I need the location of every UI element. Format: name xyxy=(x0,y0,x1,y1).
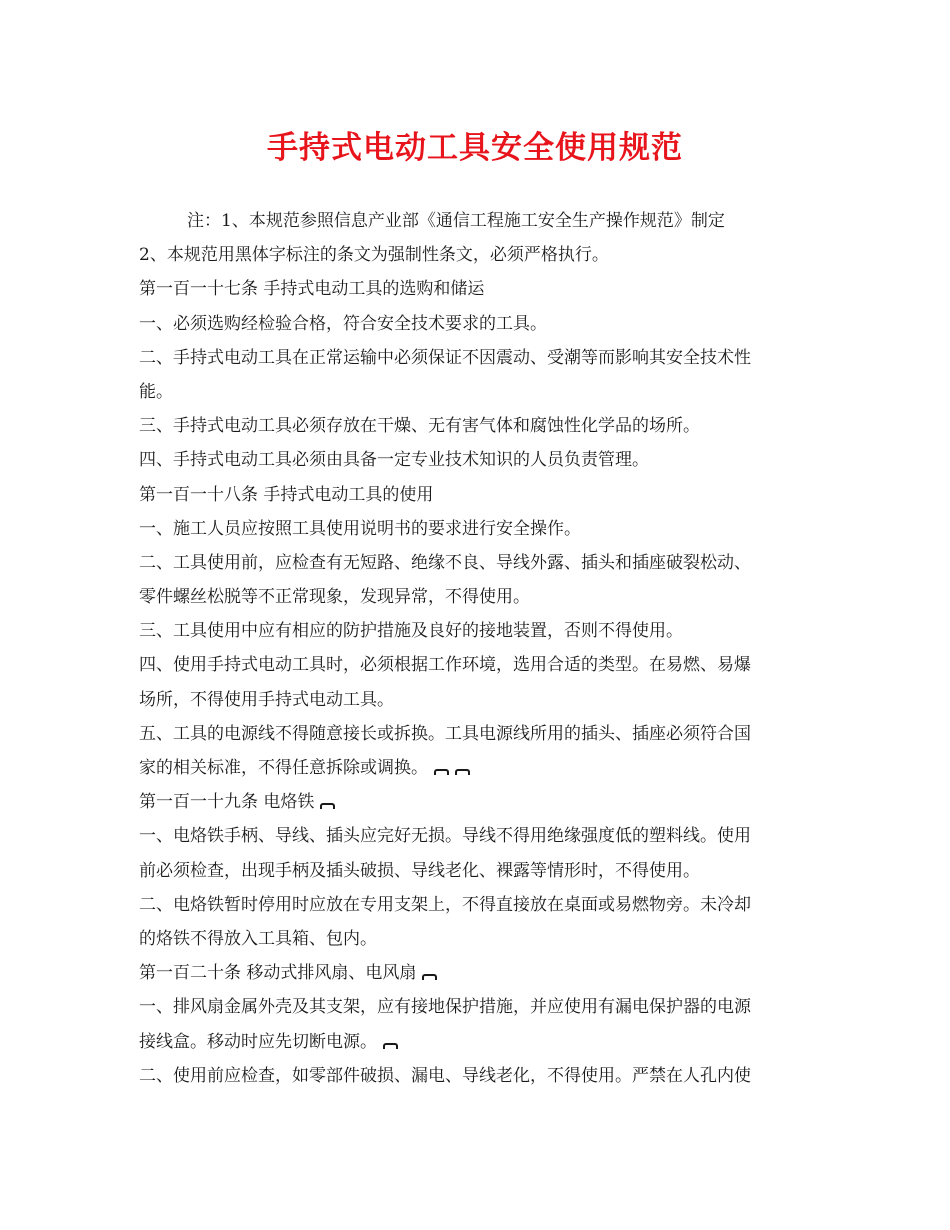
text-line xyxy=(139,580,814,614)
text-line xyxy=(139,307,814,341)
line-text: 家的相关标准，不得任意拆除或调换。 xyxy=(139,758,428,778)
line-text: 第一百一十七条 手持式电动工具的选购和储运 xyxy=(139,279,485,300)
text-line xyxy=(139,922,814,956)
line-text: 五、工具的电源线不得随意接长或拆换。工具电源线所用的插头、插座必须符合国 xyxy=(139,723,751,744)
line-text: 三、手持式电动工具必须存放在干燥、无有害气体和腐蚀性化学品的场所。 xyxy=(139,416,700,437)
line-text: 四、使用手持式电动工具时，必须根据工作环境，选用合适的类型。在易燃、易爆 xyxy=(139,655,751,676)
line-text: 第一百一十八条 手持式电动工具的使用 xyxy=(139,484,434,505)
line-text: 接线盒。移动时应先切断电源。 xyxy=(139,1031,377,1052)
line-text: 前必须检查，出现手柄及插头破损、导线老化、裸露等情形时，不得使用。 xyxy=(139,860,700,881)
line-text: 场所，不得使用手持式电动工具。 xyxy=(139,689,394,710)
article-heading xyxy=(139,272,814,306)
text-line xyxy=(139,990,814,1024)
bracket-mark-icon xyxy=(383,1043,398,1049)
line-text: 注：1、本规范参照信息产业部《通信工程施工安全生产操作规范》制定 xyxy=(187,211,725,231)
bracket-mark-icon xyxy=(434,769,449,775)
bracket-mark-icon xyxy=(455,769,470,775)
line-text: 一、必须选购经检验合格，符合安全技术要求的工具。 xyxy=(139,313,547,334)
text-line xyxy=(139,443,814,477)
line-text: 二、电烙铁暂时停用时应放在专用支架上，不得直接放在桌面或易燃物旁。未冷却 xyxy=(139,894,751,915)
text-line xyxy=(139,409,814,443)
line-text: 一、电烙铁手柄、导线、插头应完好无损。导线不得用绝缘强度低的塑料线。使用 xyxy=(139,826,751,847)
text-line xyxy=(139,238,814,272)
line-text: 第一百一十九条 电烙铁 xyxy=(139,792,315,813)
line-text: 能。 xyxy=(139,381,173,402)
text-line xyxy=(139,341,814,375)
line-text: 四、手持式电动工具必须由具备一定专业技术知识的人员负责管理。 xyxy=(139,450,649,471)
text-line xyxy=(139,512,814,546)
text-line xyxy=(139,854,814,888)
article-heading xyxy=(139,478,814,512)
text-line xyxy=(139,614,814,648)
line-text: 三、工具使用中应有相应的防护措施及良好的接地装置，否则不得使用。 xyxy=(139,621,683,642)
text-line xyxy=(139,648,814,682)
line-text: 2、本规范用黑体字标注的条文为强制性条文，必须严格执行。 xyxy=(139,245,609,266)
bracket-mark-icon xyxy=(320,803,335,809)
text-line xyxy=(139,375,814,409)
line-text: 二、使用前应检查，如零部件破损、漏电、导线老化，不得使用。严禁在人孔内使 xyxy=(139,1065,751,1086)
bracket-mark-icon xyxy=(422,974,437,980)
line-text: 第一百二十条 移动式排风扇、电风扇 xyxy=(139,963,417,984)
line-text: 一、施工人员应按照工具使用说明书的要求进行安全操作。 xyxy=(139,518,581,539)
text-line xyxy=(139,888,814,922)
document-title: 手持式电动工具安全使用规范 xyxy=(267,130,683,166)
text-line xyxy=(139,819,814,853)
text-line xyxy=(139,1025,814,1059)
line-text: 一、排风扇金属外壳及其支架，应有接地保护措施，并应使用有漏电保护器的电源 xyxy=(139,997,751,1018)
text-line xyxy=(139,1059,814,1093)
line-text: 二、手持式电动工具在正常运输中必须保证不因震动、受潮等而影响其安全技术性 xyxy=(139,347,751,368)
line-text: 二、工具使用前，应检查有无短路、绝缘不良、导线外露、插头和插座破裂松动、 xyxy=(139,552,751,573)
text-line xyxy=(139,683,814,717)
text-line xyxy=(139,546,814,580)
article-heading xyxy=(139,785,814,819)
document-body xyxy=(139,204,814,1093)
text-line-note xyxy=(139,204,814,238)
line-text: 的烙铁不得放入工具箱、包内。 xyxy=(139,928,377,949)
text-line xyxy=(139,717,814,751)
text-line xyxy=(139,751,814,785)
article-heading xyxy=(139,956,814,990)
line-text: 零件螺丝松脱等不正常现象，发现异常，不得使用。 xyxy=(139,587,530,608)
